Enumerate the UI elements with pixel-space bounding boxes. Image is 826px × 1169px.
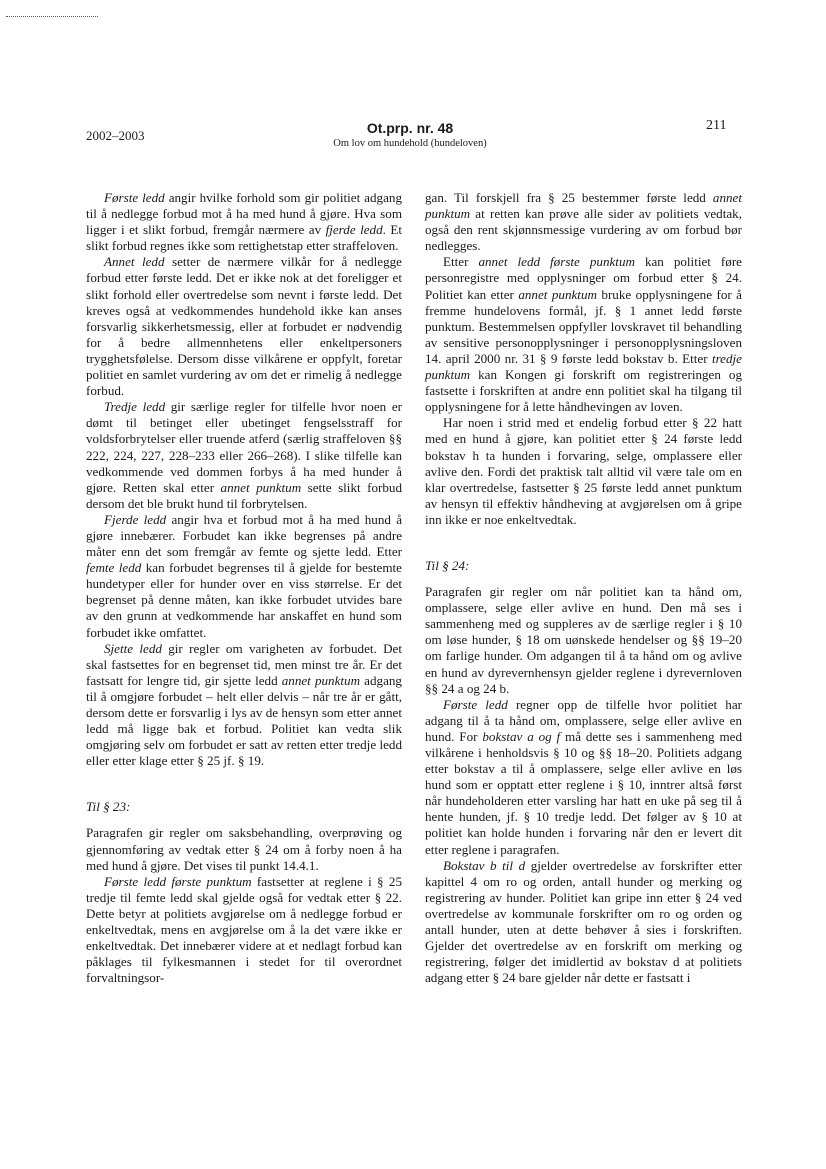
paragraph-bokstav-b-d [425,858,742,987]
paragraph-tredje-ledd [86,399,402,512]
inline-term: bokstav a og f [482,728,561,744]
paragraph-text: fastsetter at reglene i § 25 tredje til femte ledd skal gjelde også for vedtak etter § 22. Dette betyr at politiets avgjørelse om å nedlegge forbud er enkeltvedtak, mens en avgjørelse om å la det være ikke er enkeltvedtak. Det innebærer videre at et nedlagt forbud kan påklages til fylkesmannen i stedet for til overordnet forvaltningsor- [86,873,402,986]
lead-term: Fjerde ledd [104,511,167,527]
paragraph-text: regner opp de tilfelle hvor politiet har adgang til å ta hånd om, omplassere, selge eller avlive en hund. For [425,696,742,744]
paragraph-text: angir hva et forbud mot å ha med hund å gjøre innebærer. Forbudet kan ikke begrenses på andre måter enn det som fremgår av femte og sjette ledd. Etter [86,511,403,560]
scan-artifact-line [6,16,98,17]
paragraph-text: Etter [443,254,479,270]
inline-term: annet punktum [281,672,361,688]
paragraph-text: gir særlige regler for tilfelle hvor noen er dømt til betinget eller ubetinget fengselsstraff for voldsforbrytelser eller truende atferd (særlig straffeloven §§ 222, 224, 227, 228–233 eller 266–268). I slike tilfelle kan vedkommende ved dommen forbys å ha med hunder å gjøre. Retten skal etter [86,399,402,495]
paragraph-text: angir hvilke forhold som gir politiet adgang til å nedlegge forbud mot å ha med hund å gjøre. Hva som ligger i et slikt forbud, fremgår nærmere av [86,190,402,238]
paragraph-continuation [425,190,742,254]
lead-term: Sjette ledd [104,640,162,656]
lead-term: Bokstav b til d [443,857,526,873]
paragraph-text: sette slikt forbud dersom det ble brukt hund til forbrytelsen. [86,479,402,511]
inline-term: tredje punktum [425,350,742,383]
document-subtitle: Om lov om hundehold (hundeloven) [333,138,487,149]
paragraph-text: bruke opplysningene for å fremme hundelovens formål, jf. § 1 annet ledd første punktum. Bestemmelsen oppfyller lovskravet til behandling av sensitive personopplysninger i personopplysningsloven 14. april 2000 nr. 31 § 9 første ledd bokstav b. Etter [425,286,742,366]
paragraph-fjerde-ledd [86,512,402,641]
paragraph-sjette-ledd [86,641,402,770]
paragraph-section-23-intro: Paragrafen gir regler om saksbehandling, overprøving og gjennomføring av vedtak etter § 24 om å forby noen å ha med hund å gjøre. Det vises til punkt 14.4.1. [86,825,402,873]
left-column [86,190,402,986]
inline-term: fjerde ledd [325,222,383,238]
right-column [425,190,742,986]
lead-term: Første ledd [104,190,165,205]
header-center [300,120,520,149]
paragraph-annet-ledd [86,254,402,399]
lead-term: Annet ledd [104,254,165,270]
document-title: Ot.prp. nr. 48 [366,120,454,136]
inline-term: annet punktum [425,190,742,222]
header-year: 2002–2003 [86,128,145,143]
paragraph-forste-ledd [86,190,402,254]
lead-term: Tredje ledd [104,399,166,415]
paragraph-text: gir regler om varigheten av forbudet. Det skal fastsettes for en begrenset tid, men minst tre år. Er det fastsatt for lengre tid, gir sjette ledd [86,640,403,688]
paragraph-text: gjelder overtredelse av forskrifter etter kapittel 4 om ro og orden, antall hunder og merking og registrering av hunder. Politiet kan gripe inn etter § 24 ved overtredelse av kommunale forskrifter om ro og orden og antall hunder, uten at dette behøver å sies i forskriften. Gjelder det overtredelse av en forskrift om merking og registrering, følger det imidlertid av bokstav d at politiets adgang etter § 24 bare gjelder når dette er fastsatt i [425,857,742,986]
paragraph-text: adgang til å omgjøre forbudet – helt eller delvis – når tre år er gått, dersom dette er forsvarlig i lys av de hensyn som etter annet ledd må ligge bak et forbud. Politiet kan vedta slik omgjøring selv om forbudet er satt av retten etter tredje ledd eller etter klage etter § 25 jf. § 19. [86,672,402,769]
paragraph-text: at retten kan prøve alle sider av politiets vedtak, også den rent skjønnsmessige vurdering av om forbud bør nedlegges. [425,206,742,254]
paragraph-text: kan politiet føre personregistre med opplysninger om forbud etter § 24. Politiet kan etter [425,254,742,302]
inline-term: annet punktum [220,479,302,495]
paragraph-text: setter de nærmere vilkår for å nedlegge forbud etter første ledd. Det er ikke nok at det foreligger et slikt forhold eller overtredelse som nevnt i første ledd. Det kreves også at vedkommendes hundehold ikke kan anses forsvarlig sikkerhetsmessig, eller at forbudet er nødvendig for å bedre allmennhetens eller enkeltpersoners trygghetsfølelse. Dersom disse vilkårene er oppfylt, foretar politiet en samlet vurdering av om det er rimelig å nedlegge forbud. [86,254,402,399]
paragraph-text: kan forbudet begrenses til å gjelde for bestemte hundetyper eller for hunder over en viss størrelse. Er det begrenset på denne måten, kan ikke forbudet utvides bare av den grunn at vedkommende har anskaffet en hund som forbudet ikke omfattet. [86,560,402,640]
section-heading-24: Til § 24: [425,557,470,573]
inline-term: femte ledd [86,560,142,576]
paragraph-text: gan. Til forskjell fra § 25 bestemmer første ledd [425,190,713,205]
paragraph-section-24-forste-ledd [425,697,742,858]
lead-term: Første ledd [443,696,508,712]
paragraph-text: må dette ses i sammenheng med vilkårene i henholdsvis § 10 og §§ 18–20. Politiets adgang etter bokstav a til å omplassere, selge eller avlive en løs hund som er opptatt etter reglene i § 10, inntrer altså først når hundeholderen etter varsling har hatt en uke på seg til å hente hunden, jf. § 10 tredje ledd. Det følger av § 10 at politiet kan holde hunden i forvaring når den er levert dit etter reglene i paragrafen. [425,728,742,857]
paragraph-text: . Et slikt forbud regnes ikke som rettighetstap etter straffeloven. [86,222,403,254]
paragraph-forvaring: Har noen i strid med et endelig forbud etter § 22 hatt med en hund å gjøre, kan politiet etter § 24 første ledd bokstav h ta hunden i forvaring, selge, omplassere eller avlive den. Fordi det praktisk talt alltid vil være tale om en klar overtredelse, fastsetter § 25 første ledd annet punktum av hensyn til effektiv håndheving at avgjørelsen om å gripe inn ikke er noe enkeltvedtak. [425,415,742,527]
paragraph-section-24-intro: Paragrafen gir regler om når politiet kan ta hånd om, omplassere, selge eller avlive en hund. Den må ses i sammenheng med og suppleres av de særlige regler i § 10 om løse hunder, § 18 om uønskede hendelser og §§ 19–20 om farlige hunder. Om adgangen til å ta hånd om og avlive en hund av dyrevernhensyn gjelder reglene i dyrevernloven §§ 24 a og 24 b. [425,584,742,696]
inline-term: annet ledd første punktum [478,254,635,270]
paragraph-text: kan Kongen gi forskrift om registreringen og fastsette i forskriften at andre enn politiet skal ha tilgang til opplysningene for å lette håndhevingen av loven. [425,367,742,415]
lead-term: Første ledd første punktum [104,873,252,889]
paragraph-section-23-forste-ledd [86,874,402,987]
inline-term: annet punktum [518,286,597,302]
page-number: 211 [706,118,727,133]
section-heading-23: Til § 23: [86,799,131,815]
paragraph-annet-ledd-registre [425,254,742,415]
